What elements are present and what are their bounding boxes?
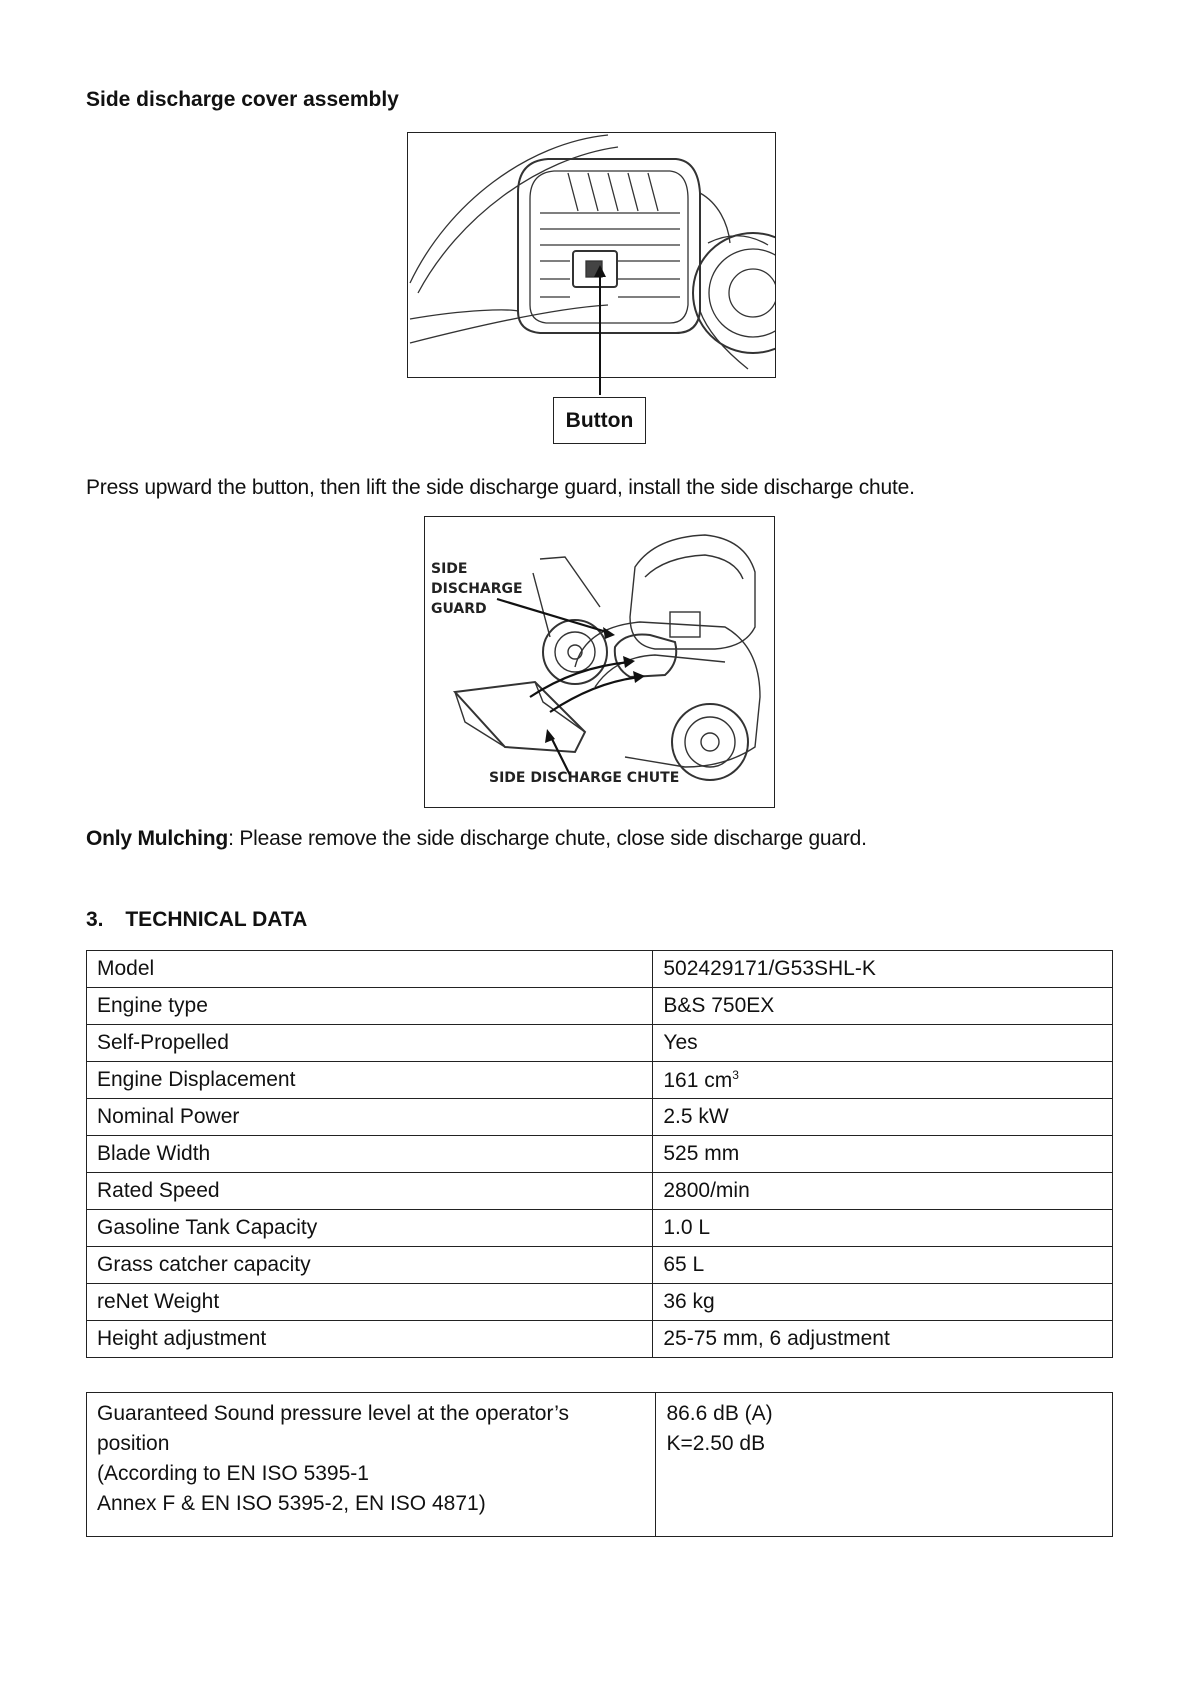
guard-label-line1: SIDE [431, 561, 468, 577]
sound-value-line: 86.6 dB (A) [666, 1402, 773, 1425]
table-row [87, 951, 1113, 988]
sound-label-line: Annex F & EN ISO 5395-2, EN ISO 4871) [97, 1492, 486, 1515]
spec-value: 1.0 L [653, 1210, 1113, 1247]
guard-label-line3: GUARD [431, 601, 487, 617]
figure-side-discharge-chute [424, 516, 775, 808]
table-row [87, 1321, 1113, 1358]
spec-value: 36 kg [653, 1284, 1113, 1321]
section-title-assembly: Side discharge cover assembly [86, 88, 399, 111]
spec-label: Rated Speed [87, 1173, 653, 1210]
table-row [87, 1284, 1113, 1321]
sound-value-cell [656, 1393, 1113, 1537]
mulching-bold-label: Only Mulching [86, 827, 229, 850]
spec-label: Self-Propelled [87, 1025, 653, 1062]
spec-label: Nominal Power [87, 1099, 653, 1136]
spec-label: Height adjustment [87, 1321, 653, 1358]
mulching-text: : Please remove the side discharge chute, close side discharge guard. [228, 827, 867, 850]
spec-label: Grass catcher capacity [87, 1247, 653, 1284]
sound-label-cell [87, 1393, 656, 1537]
section-title-technical: TECHNICAL DATA [125, 908, 308, 931]
table-row [87, 1173, 1113, 1210]
technical-data-table [86, 950, 1113, 1358]
spec-label: Blade Width [87, 1136, 653, 1173]
spec-superscript: 3 [732, 1067, 739, 1082]
spec-value: 2800/min [653, 1173, 1113, 1210]
spec-value: B&S 750EX [653, 988, 1113, 1025]
mulching-paragraph [86, 827, 867, 851]
spec-value: 502429171/G53SHL-K [653, 951, 1113, 988]
button-callout-label: Button [553, 397, 646, 444]
spec-value: 2.5 kW [653, 1099, 1113, 1136]
spec-value: 161 cm [663, 1068, 733, 1092]
table-row [87, 1136, 1113, 1173]
chute-label: SIDE DISCHARGE CHUTE [489, 770, 680, 786]
table-row [87, 988, 1113, 1025]
spec-value: 525 mm [653, 1136, 1113, 1173]
sound-label-line: Guaranteed Sound pressure level at the operator’s [97, 1402, 570, 1425]
callout-arrow [590, 265, 610, 395]
table-row [87, 1210, 1113, 1247]
spec-value-cell [653, 1062, 1113, 1099]
section-number: 3. [86, 908, 104, 931]
sound-label-line: (According to EN ISO 5395-1 [97, 1462, 369, 1485]
spec-value: 25-75 mm, 6 adjustment [653, 1321, 1113, 1358]
mower-drawing [425, 517, 774, 807]
table-row [87, 1062, 1113, 1099]
spec-label: reNet Weight [87, 1284, 653, 1321]
spec-label: Model [87, 951, 653, 988]
table-row [87, 1099, 1113, 1136]
spec-label: Gasoline Tank Capacity [87, 1210, 653, 1247]
spec-value: 65 L [653, 1247, 1113, 1284]
spec-label: Engine type [87, 988, 653, 1025]
sound-value-line: K=2.50 dB [666, 1432, 766, 1455]
guard-label-line2: DISCHARGE [431, 581, 523, 597]
table-row [87, 1247, 1113, 1284]
table-row [87, 1393, 1113, 1537]
table-row [87, 1025, 1113, 1062]
instruction-text: Press upward the button, then lift the side discharge guard, install the side discharge chute. [86, 476, 915, 499]
sound-level-table [86, 1392, 1113, 1537]
technical-data-heading [86, 908, 307, 932]
spec-value: Yes [653, 1025, 1113, 1062]
sound-label-line: position [97, 1432, 170, 1455]
spec-label: Engine Displacement [87, 1062, 653, 1099]
